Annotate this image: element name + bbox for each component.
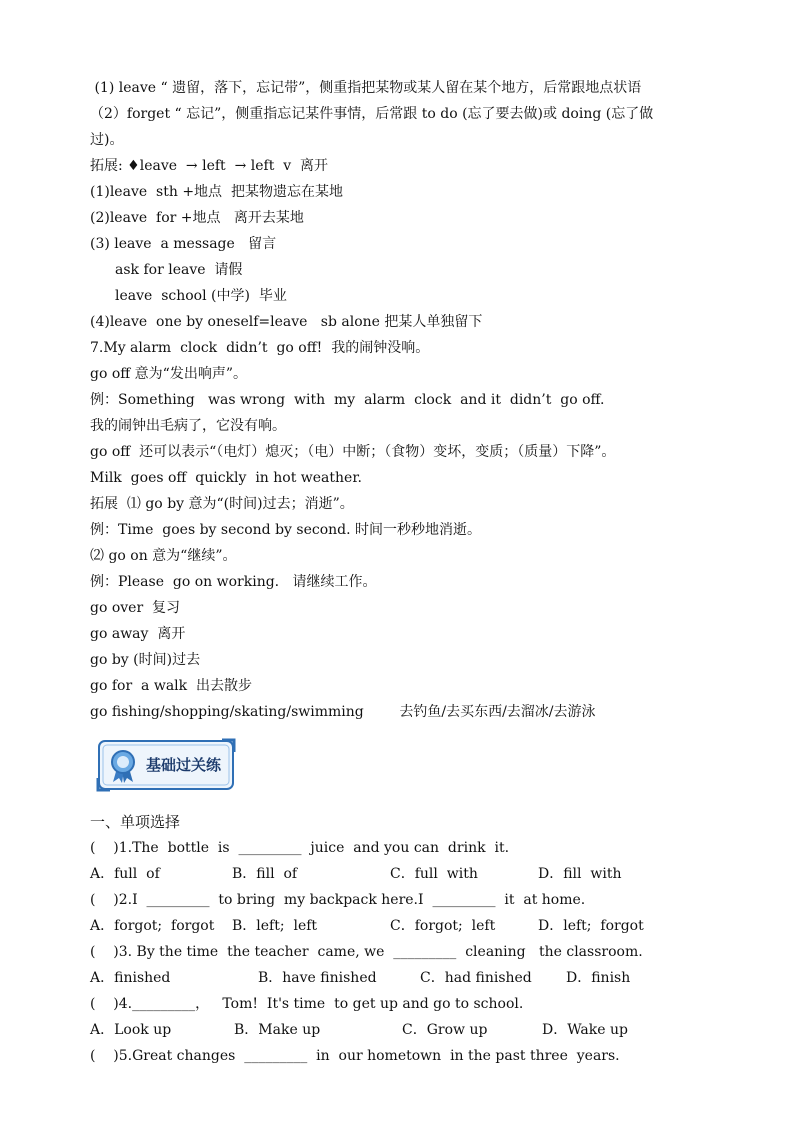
note-line-20: 例：Please go on working. 请继续工作。: [90, 574, 377, 590]
note-line-6: (2)leave for +地点 离开去某地: [90, 210, 304, 226]
question-4-option-b: B．Make up: [234, 1022, 321, 1038]
note-line-4: 拓展: ♦leave → left → left v 离开: [90, 158, 329, 174]
note-line-12: go off 意为“发出响声”。: [90, 366, 247, 382]
note-line-14: 我的闹钟出毛病了，它没有响。: [90, 418, 286, 434]
question-1-stem: ( )1.The bottle is _________ juice and you can drink it.: [90, 840, 510, 856]
question-1-option-d: D．fill with: [538, 866, 622, 882]
note-line-24: go for a walk 出去散步: [90, 678, 253, 694]
question-5-stem: ( )5.Great changes _________ in our hometown in the past three years.: [90, 1048, 620, 1064]
question-1-option-b: B．fill of: [232, 866, 298, 882]
question-3-option-d: D．finish: [566, 970, 631, 986]
note-line-15: go off 还可以表示“（电灯）熄灭；（电）中断；（食物）变坏，变质；（质量）下降”。: [90, 444, 616, 460]
note-line-1: (1) leave “ 遗留，落下，忘记带”，侧重指把某物或某人留在某个地方，后常跟地点状语: [90, 80, 642, 96]
note-line-2: （2）forget “ 忘记”，侧重指忘记某件事情，后常跟 to do (忘了要去做)或 doing (忘了做: [90, 106, 654, 122]
question-2-option-c: C．forgot; left: [390, 918, 496, 934]
note-line-3: 过)。: [90, 132, 124, 148]
question-4-option-d: D．Wake up: [542, 1022, 628, 1038]
note-line-22: go away 离开: [90, 626, 186, 642]
medal-icon: [108, 748, 138, 784]
question-3-stem: ( )3. By the time the teacher came, we _________ cleaning the classroom.: [90, 944, 643, 960]
note-line-8: ask for leave 请假: [115, 262, 243, 278]
note-line-19: ⑵ go on 意为“继续”。: [90, 548, 237, 564]
question-3-option-a: A．finished: [90, 970, 171, 986]
note-line-10: (4)leave one by oneself=leave sb alone 把某人单独留下: [90, 314, 483, 330]
note-line-9: leave school (中学) 毕业: [115, 288, 287, 304]
section-badge-title: 基础过关练: [146, 756, 222, 774]
note-line-13: 例：Something was wrong with my alarm clock and it didn’t go off.: [90, 392, 605, 408]
question-2-option-d: D．left; forgot: [538, 918, 644, 934]
note-line-23: go by (时间)过去: [90, 652, 201, 668]
question-2-stem: ( )2.I _________ to bring my backpack here.I _________ it at home.: [90, 892, 586, 908]
question-2-option-b: B．left; left: [232, 918, 318, 934]
note-line-18: 例：Time goes by second by second. 时间一秒秒地消逝。: [90, 522, 482, 538]
question-1-option-a: A．full of: [90, 866, 160, 882]
question-4-option-a: A．Look up: [90, 1022, 172, 1038]
question-2-option-a: A．forgot; forgot: [90, 918, 215, 934]
note-line-11: 7.My alarm clock didn’t go off! 我的闹钟没响。: [90, 340, 430, 356]
note-line-21: go over 复习: [90, 600, 181, 616]
question-1-option-c: C．full with: [390, 866, 478, 882]
question-3-option-c: C．had finished: [420, 970, 532, 986]
question-4-option-c: C．Grow up: [402, 1022, 488, 1038]
note-line-16: Milk goes off quickly in hot weather.: [90, 470, 362, 486]
note-line-25: go fishing/shopping/skating/swimming 去钓鱼/去买东西/去溜冰/去游泳: [90, 704, 596, 720]
exercise-heading: 一、单项选择: [90, 813, 181, 831]
question-3-option-b: B．have finished: [258, 970, 377, 986]
note-line-7: (3) leave a message 留言: [90, 236, 277, 252]
note-line-17: 拓展 ⑴ go by 意为“(时间)过去；消逝”。: [90, 496, 354, 512]
note-line-5: (1)leave sth +地点 把某物遗忘在某地: [90, 184, 343, 200]
question-4-stem: ( )4._________， Tom! It's time to get up and go to school.: [90, 996, 524, 1012]
